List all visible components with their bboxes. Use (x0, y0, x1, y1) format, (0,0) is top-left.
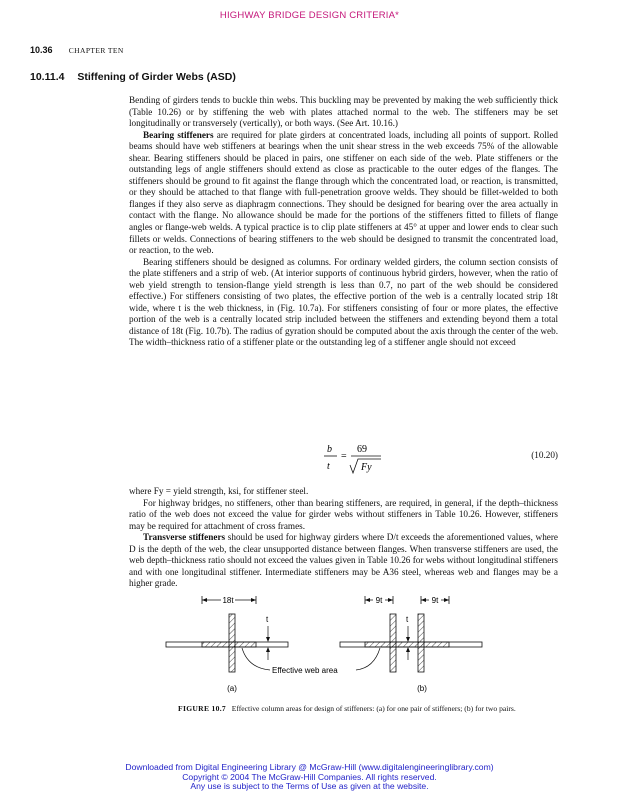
eq-69: 69 (357, 444, 367, 455)
equation-number: (10.20) (531, 450, 558, 460)
section-number: 10.11.4 (30, 71, 65, 83)
running-head (30, 45, 124, 55)
label-a: (a) (227, 684, 237, 693)
footer-copyright: Copyright © 2004 The McGraw-Hill Companies. All rights reserved. (182, 771, 437, 782)
equation-10-20 (129, 440, 558, 476)
body-text-continued (129, 486, 558, 590)
chapter-label: CHAPTER TEN (68, 46, 124, 55)
paragraph (129, 130, 558, 257)
effective-area-callout (242, 648, 380, 675)
equation-graphic (319, 440, 459, 478)
label-b: (b) (417, 684, 427, 693)
effective-web-strip (365, 642, 449, 647)
paragraph: Bearing stiffeners should be designed as columns. For ordinary welded girders, the column section consists of the plate stiffeners and a strip of web. (At interior supports of continuous hybrid girders, however, when the ratio of web yield strength to tension-flange yield strength is less than 0.7, no part of the web should be considered effective.) For stiffeners consisting of two plates, the effective portion of the web is a centrally located strip 18t wide, where t is the web thickness, in (Fig. 10.7a). For stiffeners consisting of four or more plates, the effective portion of the web is a centrally located strip included between the stiffeners and extending beyond them a total distance of 18t (Fig. 10.7b). The radius of gyration should be computed about the axis through the center of the web. The width–thickness ratio of a stiffener plate or the outstanding leg of a stiffener angle should not exceed (129, 256, 558, 348)
stiffener-plate (418, 614, 424, 672)
page-footer (0, 763, 619, 792)
bold-lead: Transverse stiffeners (143, 532, 226, 543)
dim-9t-right: 9t (431, 596, 439, 605)
paragraph (129, 532, 558, 590)
stiffener-plate (390, 614, 396, 672)
paragraph-text: should be used for highway girders where D/t exceeds the aforementioned values, where D is the depth of the web, the clear unsupported distance between flanges. When transverse stiffeners are used, the web depth–thickness ratio should not exceed the values given in Table 10.26 for webs without longitudinal stiffeners and with one longitudinal stiffener. Intermediate stiffeners may be A36 steel, whereas web and flanges may be a higher grade. (129, 532, 558, 589)
paragraph: Bending of girders tends to buckle thin webs. This buckling may be prevented by making the web sufficiently thick (Table 10.26) or by stiffening the web with plates attached normal to the web. The stiffeners may be set longitudinally or transversely (vertically), or both ways. (See Art. 10.16.) (129, 95, 558, 129)
section-heading (30, 71, 236, 83)
figure-part-a (166, 595, 288, 693)
figure-caption-id: FIGURE 10.7 (178, 704, 227, 713)
figure-part-b (340, 595, 482, 693)
t-label: t (406, 615, 409, 624)
t-label: t (266, 615, 269, 624)
section-title: Stiffening of Girder Webs (ASD) (77, 71, 236, 83)
paragraph: where Fy = yield strength, ksi, for stiffener steel. (129, 486, 309, 496)
figure-10-7 (160, 590, 540, 700)
page-header-title: HIGHWAY BRIDGE DESIGN CRITERIA* (219, 10, 400, 21)
eq-fy: Fy (361, 462, 372, 473)
figure-caption-text: Effective column areas for design of stiffeners: (a) for one pair of stiffeners; (b) for two pairs. (231, 704, 516, 713)
stiffener-plate (229, 614, 235, 672)
bold-lead: Bearing stiffeners (143, 129, 214, 140)
paragraph: For highway bridges, no stiffeners, other than bearing stiffeners, are required, in general, if the depth–thickness ratio of the web does not exceed the value for girder webs without stiffeners in Table 10.26. However, stiffeners may be required for attachment of cross frames. (129, 497, 558, 531)
paragraph-text: are required for plate girders at concentrated loads, including all points of support. Rolled beams should have web stiffeners at bearings when the unit shear stress in the web exceeds 75% of the allowable shear. Bearing stiffeners should be placed in pairs, one stiffener on each side of the web. Plate stiffeners or the outstanding legs of angle stiffeners should extend as close as practicable to the outer edges of the flanges. The stiffeners should be ground to fit against the flange through which the concentrated load, or reaction, is transmitted, or they should be attached to that flange with full-penetration groove welds. They should be fillet-welded to both flanges if they also serve as diaphragm connections. They should be designed for bearing over the area actually in contact with the flange. No allowance should be made for the portions of the stiffeners fitted to fillets of flange angles or flange-web welds. A typical practice is to clip plate stiffeners at 45° at upper and lower ends to clear such fillets or welds. Connections of bearing stiffeners to the web should be designed to transmit the concentrated load, or reaction, to the web. (129, 129, 559, 256)
figure-caption (178, 704, 538, 714)
dim-18t: 18t (222, 596, 234, 605)
eq-equals: = (341, 451, 347, 462)
footer-download-link[interactable]: Downloaded from Digital Engineering Library @ McGraw-Hill (www.digitalengineeringlibrary.com) (125, 762, 494, 772)
footer-terms: Any use is subject to the Terms of Use as given at the website. (190, 781, 429, 792)
page-number: 10.36 (30, 45, 53, 55)
effective-web-area-label: Effective web area (272, 666, 338, 675)
dim-9t-left: 9t (375, 596, 383, 605)
eq-b: b (327, 444, 332, 455)
eq-t: t (327, 461, 330, 472)
body-text (129, 95, 558, 349)
